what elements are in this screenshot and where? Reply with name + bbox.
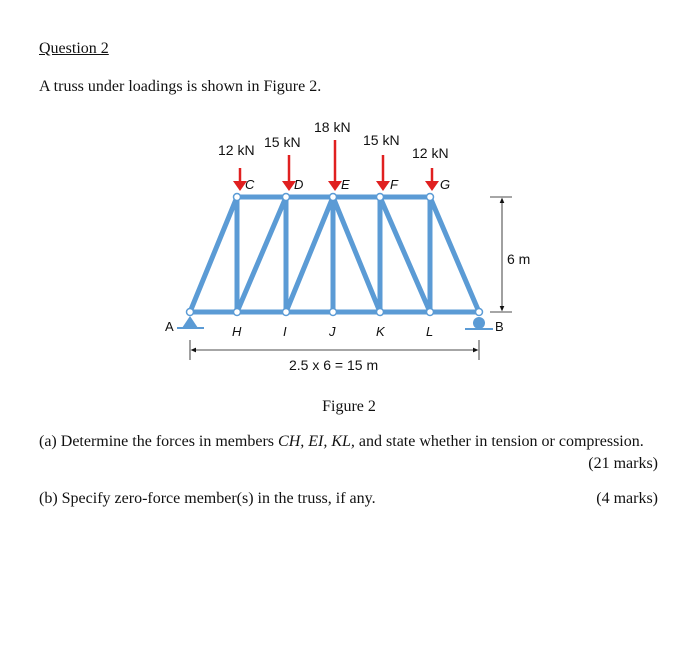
roller-support-icon	[473, 317, 485, 329]
joint-G	[427, 194, 434, 201]
joint-F	[377, 194, 384, 201]
joint-I	[283, 309, 290, 316]
question-b: (b) Specify zero-force member(s) in the truss, if any.	[39, 490, 376, 507]
truss-members	[190, 197, 479, 312]
question-b-marks: (4 marks)	[596, 490, 658, 507]
joint-H	[234, 309, 241, 316]
node-label-J: J	[329, 324, 336, 339]
height-label: 6 m	[507, 251, 531, 267]
joint-A	[187, 309, 194, 316]
joint-L	[427, 309, 434, 316]
question-a-members: CH, EI, KL,	[278, 433, 355, 450]
joint-B	[476, 309, 483, 316]
node-label-G: G	[440, 177, 451, 192]
load-label-F: 15 kN	[363, 132, 400, 148]
node-label-C: C	[245, 177, 255, 192]
span-label: 2.5 x 6 = 15 m	[289, 357, 379, 373]
load-arrow-F	[376, 155, 390, 191]
node-label-K: K	[376, 324, 385, 339]
load-label-D: 15 kN	[264, 134, 301, 150]
member-HD	[237, 197, 286, 312]
question-a-marks: (21 marks)	[588, 455, 658, 472]
member-FL	[380, 197, 430, 312]
node-label-L: L	[426, 324, 434, 339]
joint-J	[330, 309, 337, 316]
member-IE	[286, 197, 333, 312]
load-label-E: 18 kN	[314, 119, 351, 135]
joint-D	[283, 194, 290, 201]
joint-E	[330, 194, 337, 201]
question-heading: Question 2	[39, 40, 109, 57]
load-arrow-G	[425, 168, 439, 191]
figure-caption: Figure 2	[322, 398, 376, 415]
node-label-E: E	[341, 177, 350, 192]
member-AC	[190, 197, 237, 312]
intro-text: A truss under loadings is shown in Figure 2.	[39, 78, 322, 95]
node-label-H: H	[232, 324, 242, 339]
node-label-D: D	[294, 177, 304, 192]
load-label-C: 12 kN	[218, 142, 255, 158]
node-label-F: F	[390, 177, 398, 192]
question-a-suffix: and state whether in tension or compression.	[354, 433, 644, 450]
question-a-prefix: (a) Determine the forces in members	[39, 433, 279, 450]
joint-C	[234, 194, 241, 201]
joint-K	[377, 309, 384, 316]
node-label-A: A	[165, 319, 174, 334]
pin-support-icon	[182, 316, 198, 328]
member-EK	[333, 197, 380, 312]
question-a	[39, 433, 644, 451]
node-label-I: I	[283, 324, 287, 339]
node-label-B: B	[495, 319, 504, 334]
load-label-G: 12 kN	[412, 145, 449, 161]
member-GB	[430, 197, 479, 312]
load-arrow-E	[328, 140, 342, 191]
